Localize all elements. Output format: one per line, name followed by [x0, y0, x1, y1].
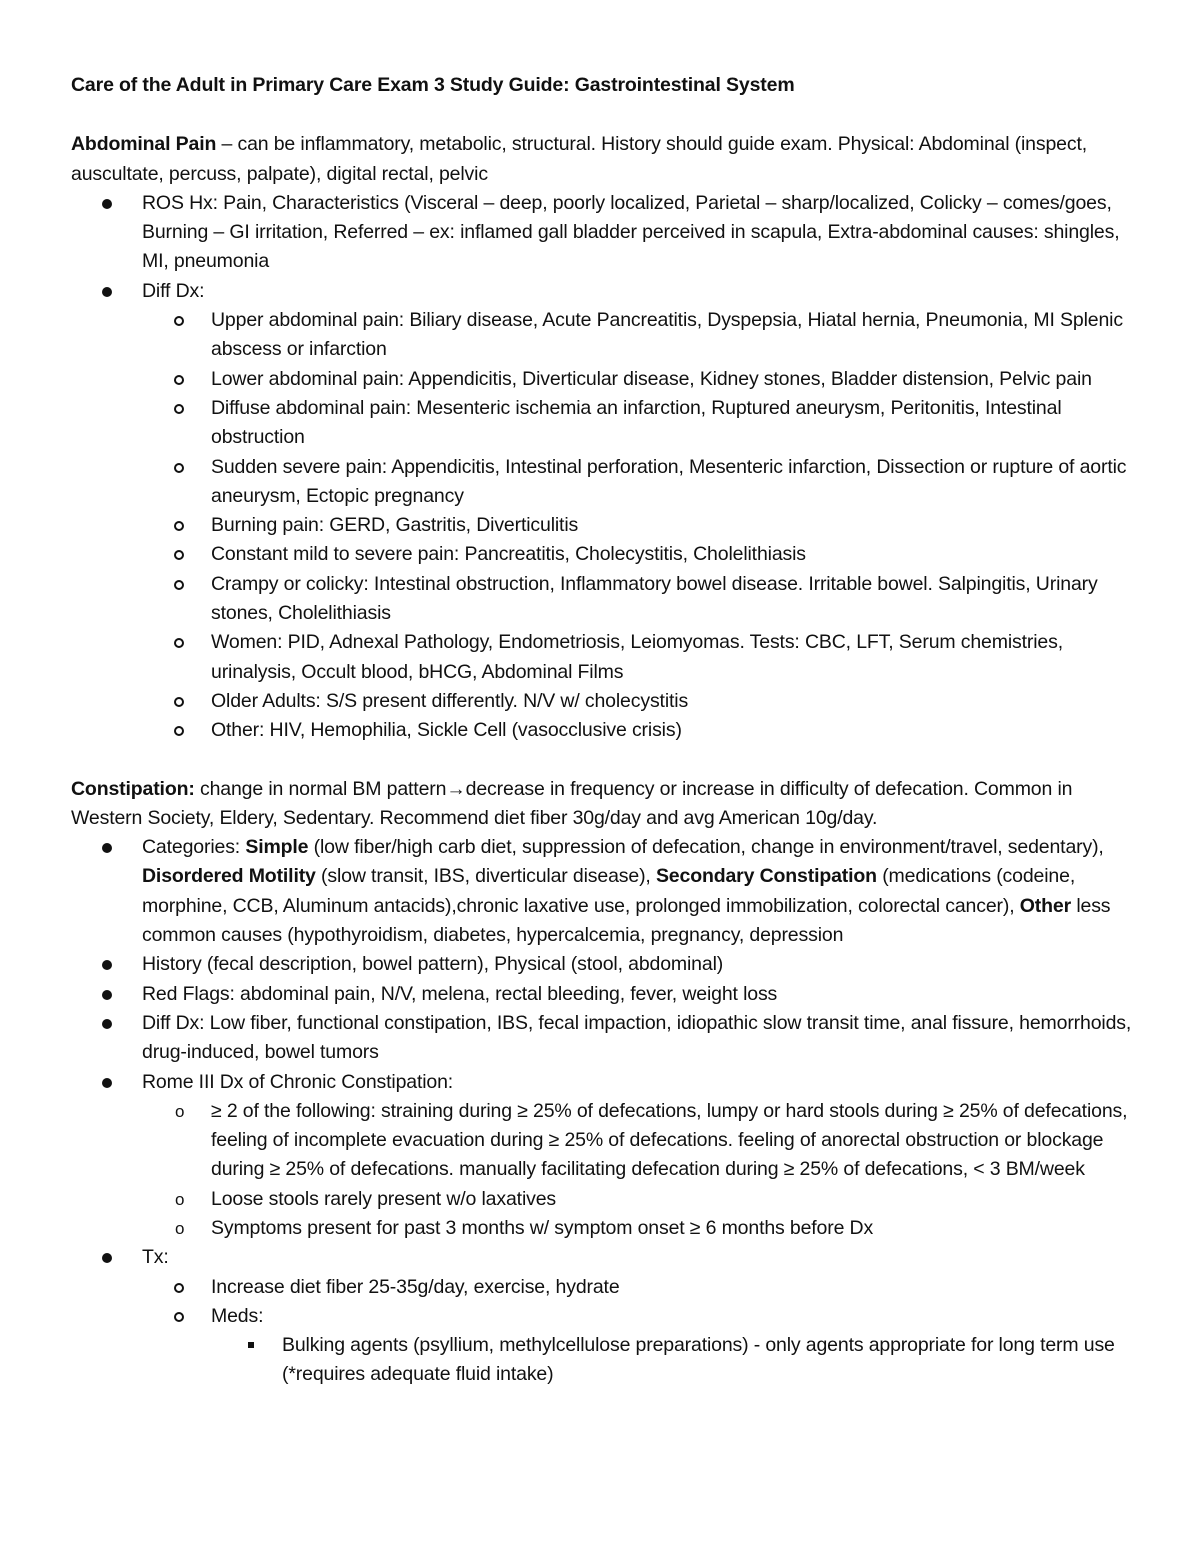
- circle-bullet-icon: o: [175, 1189, 185, 1209]
- circle-bullet-icon: [174, 726, 184, 736]
- abdominal-pain-list: [71, 189, 1141, 746]
- circle-bullet-icon: [174, 1283, 184, 1293]
- constipation-section: [71, 775, 1141, 1390]
- list-item: [71, 570, 1141, 629]
- list-item: [71, 687, 1141, 716]
- category-motility-text: (slow transit, IBS, diverticular disease),: [315, 865, 656, 888]
- list-item-red-flags: [71, 980, 1141, 1009]
- list-item: [71, 453, 1141, 512]
- circle-bullet-icon: [174, 404, 184, 414]
- list-item: [71, 716, 1141, 745]
- rome-criteria-1: ≥ 2 of the following: straining during ≥ 25% of defecations, lumpy or hard stools during ≥ 25% of defecations, feeling of incomplete evacuation during ≥ 25% of defecations. feeling of anorectal obstruction or blockage during ≥ 25% of defecations. manually facilitating defecation during ≥ 25% of defecations, < 3 BM/week: [211, 1099, 1128, 1181]
- diff-dx-label: Diff Dx:: [142, 279, 205, 302]
- list-item-rome: [71, 1068, 1141, 1097]
- circle-bullet-icon: [174, 463, 184, 473]
- category-motility-label: Disordered Motility: [142, 865, 316, 888]
- diff-upper: Upper abdominal pain: Biliary disease, Acute Pancreatitis, Dyspepsia, Hiatal hernia, Pneumonia, MI Splenic abscess or infarction: [211, 309, 1123, 361]
- circle-bullet-icon: [174, 638, 184, 648]
- circle-bullet-icon: [174, 521, 184, 531]
- circle-bullet-icon: o: [175, 1101, 185, 1121]
- abdominal-pain-intro: [71, 130, 1141, 189]
- categories-lead: Categories:: [142, 836, 246, 859]
- bullet-icon: [102, 1019, 112, 1029]
- right-arrow-icon: →: [446, 777, 466, 800]
- bullet-icon: [102, 1253, 112, 1263]
- circle-bullet-icon: [174, 316, 184, 326]
- rome-criteria-2: Loose stools rarely present w/o laxatives: [211, 1187, 557, 1210]
- constipation-intro-a: change in normal BM pattern: [194, 777, 447, 800]
- diff-diffuse: Diffuse abdominal pain: Mesenteric ischemia an infarction, Ruptured aneurysm, Peritonitis, Intestinal obstruction: [211, 396, 1062, 449]
- diff-women: Women: PID, Adnexal Pathology, Endometriosis, Leiomyomas. Tests: CBC, LFT, Serum chemistries, urinalysis, Occult blood, bHCG, Abdominal Films: [211, 631, 1063, 683]
- constipation-heading: Constipation:: [71, 777, 195, 800]
- list-item: [71, 511, 1141, 540]
- category-other-text: less common causes (hypothyroidism, diabetes, hypercalcemia, pregnancy, depression: [142, 894, 1111, 947]
- list-item-history: [71, 950, 1141, 979]
- ros-text: ROS Hx: Pain, Characteristics (Visceral – deep, poorly localized, Parietal – sharp/localized, Colicky – comes/goes, Burning – GI irritation, Referred – ex: inflamed gall bladder perceived in scapula, Extra-abdominal causes: shingles, MI, pneumonia: [142, 191, 1120, 273]
- constipation-list: [71, 833, 1141, 1390]
- abdominal-pain-section: [71, 130, 1141, 745]
- list-item: [71, 1097, 1141, 1185]
- diff-constant: Constant mild to severe pain: Pancreatitis, Cholecystitis, Cholelithiasis: [211, 543, 806, 566]
- bullet-icon: [102, 843, 112, 853]
- document-page: [71, 71, 1141, 1390]
- circle-bullet-icon: [174, 1312, 184, 1322]
- diff-sudden: Sudden severe pain: Appendicitis, Intestinal perforation, Mesenteric infarction, Dissection or rupture of aortic aneurysm, Ectopic pregnancy: [211, 455, 1127, 507]
- rome-label: Rome III Dx of Chronic Constipation:: [142, 1070, 454, 1093]
- tx-fiber: Increase diet fiber 25-35g/day, exercise, hydrate: [211, 1275, 620, 1298]
- constipation-intro-b: decrease in frequency or increase in difficulty of defecation. Common in Western Society, Eldery, Sedentary. Recommend diet fiber 30g/day and avg American 10g/day.: [71, 777, 1073, 829]
- list-item-ros: [71, 189, 1141, 277]
- bullet-icon: [102, 960, 112, 970]
- circle-bullet-icon: [174, 580, 184, 590]
- list-item: [71, 306, 1141, 365]
- meds-bulking-agents: Bulking agents (psyllium, methylcellulose preparations) - only agents appropriate for long term use (*requires adequate fluid intake): [282, 1334, 1115, 1386]
- category-other-label: Other: [1019, 894, 1072, 917]
- bullet-icon: [102, 287, 112, 297]
- list-item: [71, 1273, 1141, 1302]
- list-item: [71, 365, 1141, 394]
- diff-burning: Burning pain: GERD, Gastritis, Diverticulitis: [211, 514, 579, 537]
- abdominal-pain-heading: Abdominal Pain: [71, 133, 217, 156]
- circle-bullet-icon: [174, 697, 184, 707]
- bullet-icon: [102, 990, 112, 1000]
- tx-meds: Meds:: [211, 1304, 264, 1327]
- diff-other: Other: HIV, Hemophilia, Sickle Cell (vasocclusive crisis): [211, 719, 682, 742]
- list-item-diff-dx: [71, 1009, 1141, 1068]
- category-secondary-text: (medications (codeine, morphine, CCB, Aluminum antacids),chronic laxative use, prolonged immobilization, colorectal cancer),: [142, 865, 1076, 917]
- history-text: History (fecal description, bowel pattern), Physical (stool, abdominal): [142, 953, 724, 976]
- list-item: [71, 1214, 1141, 1243]
- constipation-diff-text: Diff Dx: Low fiber, functional constipation, IBS, fecal impaction, idiopathic slow transit time, anal fissure, hemorrhoids, drug-induced, bowel tumors: [142, 1011, 1132, 1064]
- red-flags-text: Red Flags: abdominal pain, N/V, melena, rectal bleeding, fever, weight loss: [142, 982, 778, 1005]
- list-item: [71, 1185, 1141, 1214]
- list-item-categories: [71, 833, 1141, 950]
- square-bullet-icon: [248, 1342, 254, 1348]
- category-simple-label: Simple: [245, 836, 309, 859]
- tx-label: Tx:: [142, 1246, 169, 1269]
- bullet-icon: [102, 199, 112, 209]
- circle-bullet-icon: [174, 550, 184, 560]
- list-item: [71, 540, 1141, 569]
- constipation-intro: [71, 775, 1141, 834]
- list-item: [71, 1302, 1141, 1331]
- category-secondary-label: Secondary Constipation: [655, 865, 877, 888]
- diff-crampy: Crampy or colicky: Intestinal obstruction, Inflammatory bowel disease. Irritable bowel. Salpingitis, Urinary stones, Cholelithiasis: [211, 572, 1098, 625]
- circle-bullet-icon: [174, 375, 184, 385]
- list-item-tx: [71, 1243, 1141, 1272]
- list-item: [71, 394, 1141, 453]
- rome-criteria-3: Symptoms present for past 3 months w/ symptom onset ≥ 6 months before Dx: [211, 1216, 874, 1239]
- category-simple-text: (low fiber/high carb diet, suppression of defecation, change in environment/travel, sedentary),: [308, 836, 1104, 859]
- bullet-icon: [102, 1078, 112, 1088]
- diff-older-adults: Older Adults: S/S present differently. N/V w/ cholecystitis: [211, 689, 689, 712]
- circle-bullet-icon: o: [175, 1218, 185, 1238]
- list-item: [71, 628, 1141, 687]
- list-item: [71, 1331, 1141, 1390]
- list-item-diff-dx: [71, 277, 1141, 306]
- abdominal-pain-intro-text: – can be inflammatory, metabolic, structural. History should guide exam. Physical: Abdominal (inspect, auscultate, percuss, palpate), digital rectal, pelvic: [71, 133, 1088, 185]
- document-title: Care of the Adult in Primary Care Exam 3 Study Guide: Gastrointestinal System: [71, 74, 795, 96]
- diff-lower: Lower abdominal pain: Appendicitis, Diverticular disease, Kidney stones, Bladder distension, Pelvic pain: [211, 367, 1092, 390]
